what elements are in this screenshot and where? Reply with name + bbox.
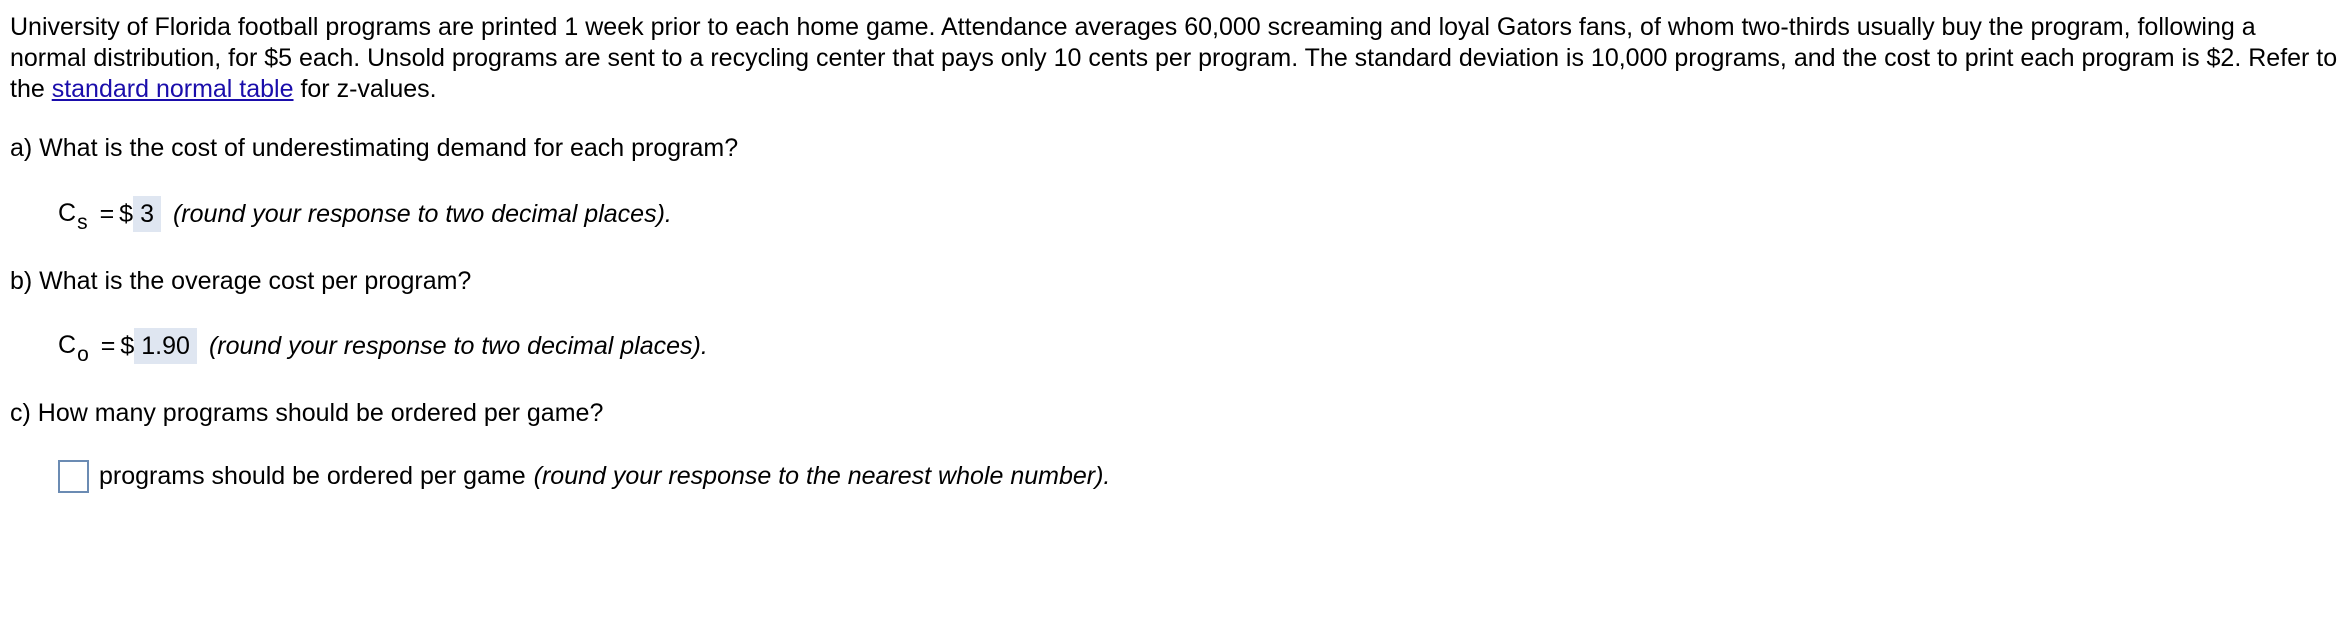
problem-statement [10, 12, 2338, 105]
problem-text-before-link: University of Florida football programs are printed 1 week prior to each home game. Attendance averages 60,000 screaming and loyal Gators fans, of whom two-thirds usually buy the program, following a normal distribution, for $5 each. Unsold programs are sent to a recycling center that pays only 10 cents per program. The standard deviation is 10,000 programs, and the cost to print each program is $2. Refer to the [10, 13, 2338, 103]
answer-b-line [58, 327, 708, 365]
co-subscript: o [77, 343, 89, 366]
standard-normal-table-link[interactable]: standard normal table [51, 75, 294, 103]
rounding-hint: (round your response to the nearest whole number). [533, 462, 1111, 490]
equals-sign: = [99, 200, 115, 228]
currency-symbol: $ [120, 332, 135, 360]
cs-answer-field[interactable]: 3 [133, 196, 161, 232]
co-answer-field[interactable]: 1.90 [134, 328, 197, 364]
co-symbol-letter: C [58, 331, 77, 359]
rounding-hint: (round your response to two decimal places). [208, 332, 708, 360]
currency-symbol: $ [119, 200, 134, 228]
problem-text-after-link: for z-values. [293, 75, 437, 103]
question-c: c) How many programs should be ordered per game? [10, 399, 604, 427]
rounding-hint: (round your response to two decimal places). [172, 200, 672, 228]
question-a: a) What is the cost of underestimating demand for each program? [10, 134, 739, 162]
programs-ordered-label: programs should be ordered per game [99, 462, 526, 490]
question-b: b) What is the overage cost per program? [10, 267, 472, 295]
co-symbol [58, 327, 89, 365]
answer-a-line [58, 195, 672, 233]
equals-sign: = [100, 332, 116, 360]
cs-symbol-letter: C [58, 199, 77, 227]
programs-ordered-input[interactable] [58, 460, 89, 493]
answer-c-line [58, 458, 1110, 494]
cs-subscript: s [77, 211, 88, 234]
cs-symbol [58, 195, 88, 233]
